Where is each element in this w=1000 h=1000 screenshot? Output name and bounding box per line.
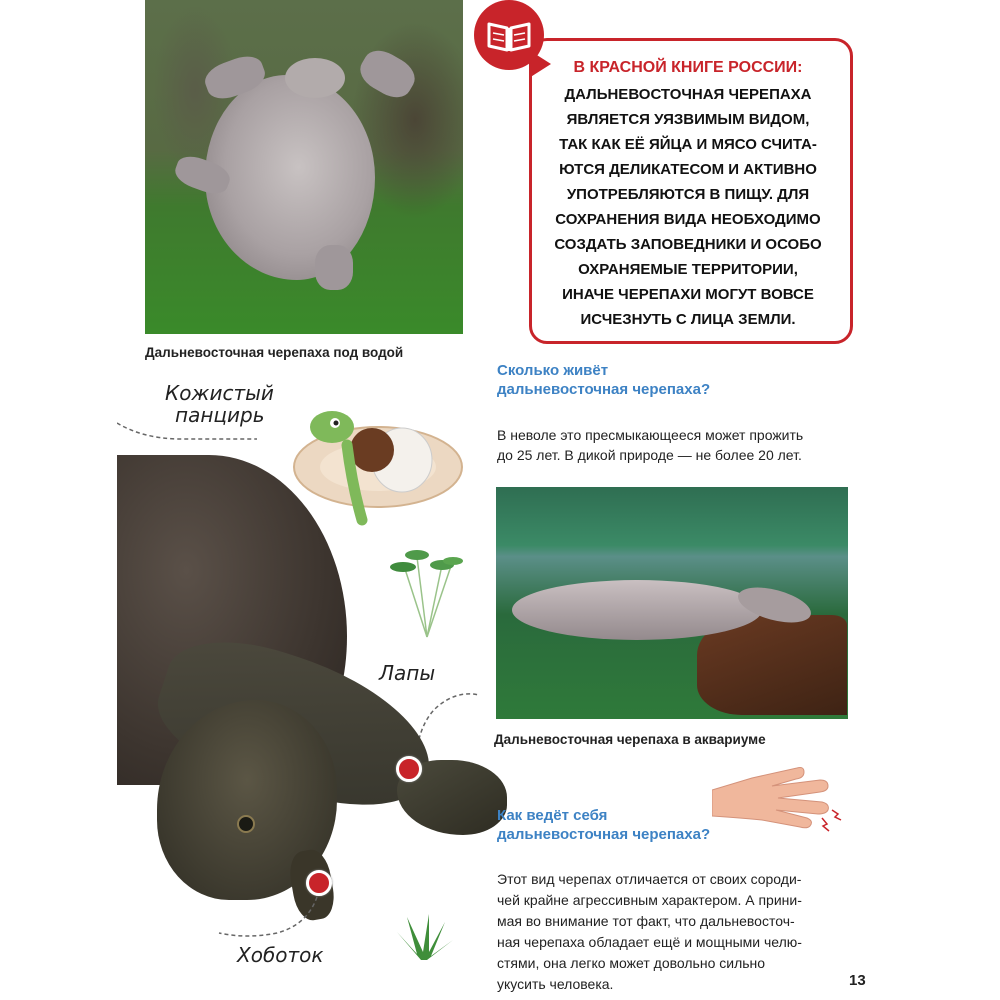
shell-pointer-line	[117, 420, 257, 445]
behavior-text-line: стями, она легко может довольно сильно	[497, 955, 766, 971]
behavior-text-line: ная черепаха обладает ещё и мощными челю-	[497, 934, 802, 950]
label-paws: Лапы	[379, 661, 436, 685]
red-book-line: ИНАЧЕ ЧЕРЕПАХИ МОГУТ ВОВСЕ	[562, 286, 814, 303]
red-book-line: ИСЧЕЗНУТЬ С ЛИЦА ЗЕМЛИ.	[580, 311, 796, 328]
lifespan-text-line: до 25 лет. В дикой природе — не более 20 лет.	[497, 447, 802, 463]
open-book-icon	[474, 0, 544, 70]
heading-line: Как ведёт себя	[497, 807, 608, 824]
label-proboscis: Хоботок	[237, 943, 324, 967]
red-book-line: УПОТРЕБЛЯЮТСЯ В ПИЩУ. ДЛЯ	[566, 186, 810, 203]
behavior-text-line: мая во внимание тот факт, что дальневосточ-	[497, 913, 795, 929]
turtle-eye	[237, 815, 255, 833]
behavior-heading	[497, 807, 710, 845]
red-book-badge	[474, 0, 544, 70]
turtle-head	[285, 58, 345, 98]
heading-line: дальневосточная черепаха?	[497, 825, 711, 843]
photo2-caption: Дальневосточная черепаха в аквариуме	[494, 732, 766, 747]
label-line: Кожистый	[165, 381, 274, 405]
red-book-title: В КРАСНОЙ КНИГЕ РОССИИ:	[573, 59, 803, 76]
red-book-line: ОХРАНЯЕМЫЕ ТЕРРИТОРИИ,	[578, 261, 798, 278]
hand-bite-illustration	[712, 758, 847, 838]
aquarium-turtle-shape	[512, 580, 762, 640]
photo-turtle-underwater	[145, 0, 463, 334]
heading-line: Сколько живёт	[497, 362, 609, 379]
turtle-flipper	[354, 44, 421, 104]
lifespan-heading	[497, 362, 710, 400]
turtle-flipper	[315, 245, 353, 290]
paws-marker	[396, 756, 422, 782]
red-book-line: ЮТСЯ ДЕЛИКАТЕСОМ И АКТИВНО	[559, 161, 817, 178]
proboscis-marker	[306, 870, 332, 896]
photo1-caption: Дальневосточная черепаха под водой	[145, 345, 404, 360]
behavior-text-line: чей крайне агрессивным характером. А прини-	[497, 892, 802, 908]
red-book-line: ТАК КАК ЕЁ ЯЙЦА И МЯСО СЧИТА-	[559, 136, 817, 153]
behavior-text-line: Этот вид черепах отличается от своих сороди-	[497, 871, 802, 887]
grass-illustration	[387, 912, 455, 962]
turtle-belly-shape	[205, 75, 375, 280]
book-page	[117, 0, 887, 1000]
behavior-text-line: укусить человека.	[497, 976, 614, 992]
red-book-line: ДАЛЬНЕВОСТОЧНАЯ ЧЕРЕПАХА	[564, 86, 812, 103]
page-number: 13	[849, 972, 866, 989]
water-plant-illustration	[387, 545, 467, 640]
heading-line: дальневосточная черепаха?	[497, 380, 711, 398]
hatchling-illustration	[292, 405, 464, 530]
red-book-line: ЯВЛЯЕТСЯ УЯЗВИМЫМ ВИДОМ,	[566, 111, 810, 128]
label-line: панцирь	[175, 403, 265, 427]
red-book-line: СОЗДАТЬ ЗАПОВЕДНИКИ И ОСОБО	[554, 236, 822, 253]
red-book-line: СОХРАНЕНИЯ ВИДА НЕОБХОДИМО	[555, 211, 821, 228]
lifespan-text-line: В неволе это пресмыкающееся может прожить	[497, 427, 804, 443]
